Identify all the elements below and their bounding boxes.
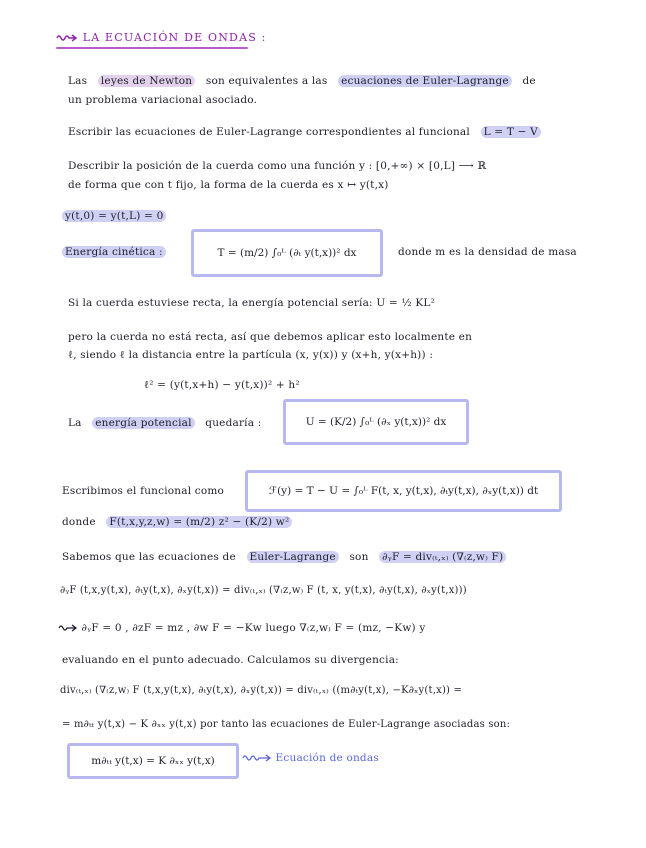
functional-formula: ℱ(y) = T − U = ∫₀ᴸ F(t, x, y(t,x), ∂ₜy(t,x), ∂ₓy(t,x)) dt <box>268 485 539 497</box>
text-line <box>68 126 541 138</box>
boundary-conditions: y(t,0) = y(t,L) = 0 <box>62 210 166 222</box>
squiggle-arrow-icon <box>58 623 78 633</box>
text-line: ℓ, siendo ℓ la distancia entre la partícula (x, y(x)) y (x+h, y(x+h)) : <box>68 349 434 361</box>
highlight-euler-lagrange: Euler-Lagrange <box>247 551 339 563</box>
potential-formula: U = (K/2) ∫₀ᴸ (∂ₓ y(t,x))² dx <box>305 416 447 428</box>
text-line <box>62 516 292 528</box>
text-line: ℓ² = (y(t,x+h) − y(t,x))² + h² <box>144 379 300 391</box>
potential-formula-box <box>283 399 469 445</box>
squiggle-arrow-icon <box>242 753 272 763</box>
text-line: ∂ᵧF (t,x,y(t,x), ∂ₜy(t,x), ∂ₓy(t,x)) = div₍ₜ,ₓ₎ (∇₍z,w₎ F (t, x, y(t,x), ∂ₜy(t,x), ∂ₓy(t,x))) <box>60 585 467 596</box>
lagrangian-density: F(t,x,y,z,w) = (m/2) z² − (K/2) w² <box>106 516 292 528</box>
functional-formula-box <box>245 470 562 512</box>
wave-equation-box <box>67 743 239 779</box>
text-line <box>58 622 426 634</box>
text-line: evaluando en el punto adecuado. Calculamos su divergencia: <box>62 654 399 666</box>
text-fragment: Sabemos que las ecuaciones de <box>62 551 236 563</box>
text-fragment: quedaría : <box>205 417 262 429</box>
text-line <box>68 75 536 87</box>
text-line: de forma que con t fijo, la forma de la cuerda es x ↦ y(t,x) <box>68 179 389 191</box>
text-fragment: de <box>522 75 536 87</box>
wave-equation-label: Ecuación de ondas <box>275 752 379 764</box>
text-line: pero la cuerda no está recta, así que debemos aplicar esto localmente en <box>68 331 473 343</box>
text-fragment: son <box>349 551 369 563</box>
highlight-functional: L = T − V <box>481 126 541 138</box>
kinetic-formula: T = (m/2) ∫₀ᴸ (∂ₜ y(t,x))² dx <box>217 247 357 259</box>
text-line: un problema variacional asociado. <box>68 94 258 106</box>
title-row <box>56 31 267 44</box>
text-fragment: Las <box>68 75 88 87</box>
wave-equation: m∂ₜₜ y(t,x) = K ∂ₓₓ y(t,x) <box>91 755 215 767</box>
highlight-newton: leyes de Newton <box>98 75 195 87</box>
text-fragment: Escribir las ecuaciones de Euler-Lagrange correspondientes al funcional <box>68 126 470 138</box>
text-line: = m∂ₜₜ y(t,x) − K ∂ₓₓ y(t,x) por tanto las ecuaciones de Euler-Lagrange asociadas son: <box>62 719 511 730</box>
text-line: Describir la posición de la cuerda como una función y : [0,+∞) × [0,L] ⟶ ℝ <box>68 160 487 172</box>
title-underline <box>56 47 248 49</box>
text-fragment: donde <box>62 516 96 528</box>
text-line <box>62 210 166 222</box>
page-title: LA ECUACIÓN DE ONDAS : <box>82 31 267 44</box>
text-line: div₍ₜ,ₓ₎ (∇₍z,w₎ F (t,x,y(t,x), ∂ₜy(t,x), ∂ₓy(t,x)) = div₍ₜ,ₓ₎ ((m∂ₜy(t,x), −K∂ₓy(t,x)) = <box>60 685 463 696</box>
highlight-kinetic: Energía cinética : <box>62 246 166 258</box>
text-line <box>62 551 506 563</box>
highlight-potential: energía potencial <box>92 417 194 429</box>
euler-lagrange-equation: ∂ᵧF = div₍ₜ,ₓ₎ (∇₍z,w₎ F) <box>379 551 506 563</box>
text-fragment: La <box>68 417 82 429</box>
text-line: Escribimos el funcional como <box>62 485 225 497</box>
text-fragment: son equivalentes a las <box>205 75 328 87</box>
text-line <box>68 417 261 429</box>
text-line <box>62 246 166 258</box>
wave-equation-label-row <box>242 752 379 764</box>
kinetic-formula-box <box>191 229 383 277</box>
partial-derivatives: ∂ᵧF = 0 , ∂zF = mz , ∂w F = −Kw luego ∇₍z,w₎ F = (mz, −Kw) y <box>81 622 426 634</box>
text-line: donde m es la densidad de masa <box>398 246 577 258</box>
highlight-euler-lagrange: ecuaciones de Euler-Lagrange <box>338 75 512 87</box>
text-line: Si la cuerda estuviese recta, la energía potencial sería: U = ½ KL² <box>68 297 435 309</box>
squiggle-arrow-icon <box>56 33 78 43</box>
